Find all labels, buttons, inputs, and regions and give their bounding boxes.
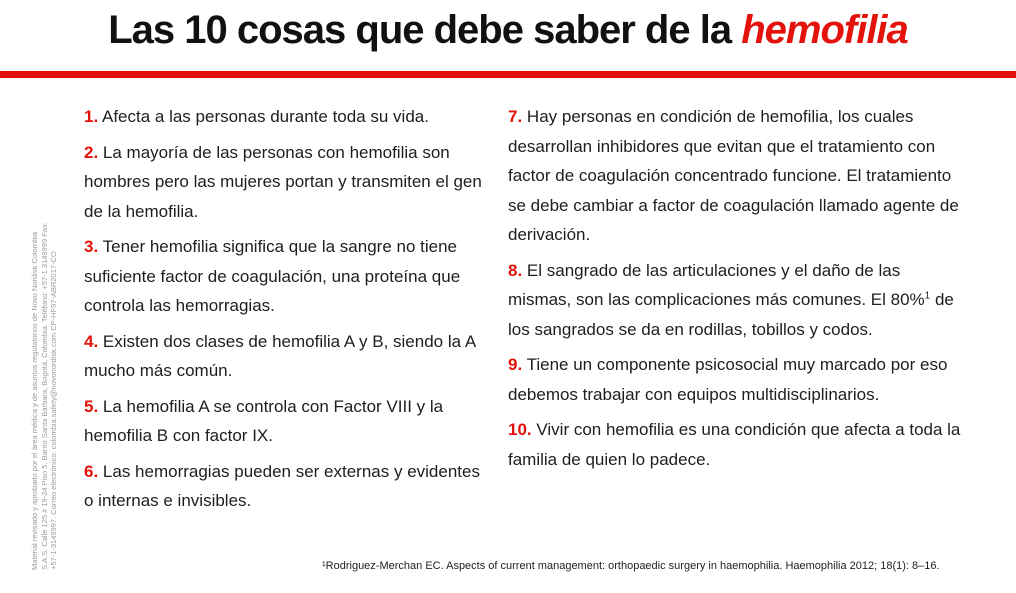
fact-text: Hay personas en condición de hemofilia, los cuales desarrollan inhibidores que evitan que el tratamiento con factor de coagulación concentrado funcione. El tratamiento se debe cambiar a factor de coagulación llamado agente de derivación. bbox=[508, 107, 959, 244]
fact-text: Tener hemofilia significa que la sangre no tiene suficiente factor de coagulación, una proteína que controla las hemorragias. bbox=[84, 237, 461, 315]
fact-text: de los sangrados se da en rodillas, tobillos y codos. bbox=[508, 290, 954, 339]
title-highlight: hemofilia bbox=[741, 8, 908, 52]
fact-number: 8. bbox=[508, 260, 523, 280]
fact-number: 2. bbox=[84, 142, 99, 162]
page-title bbox=[0, 8, 1016, 53]
fact-number: 6. bbox=[84, 461, 99, 481]
fact-number: 3. bbox=[84, 237, 99, 256]
regulatory-note: Material revisado y aprobado por el área médica y de asuntos regulatorios de Novo Nordisk Colombia S.A.S. Calle 125 # 19-24 Piso 5. Barrio Santa Bárbara, Bogotá, Colombia. Teléfono: +57-1 3149999 Fax: +57-1-3149997. Correo electrónico: colombia.safety@novonordisk.com CP-HF97-ABR2017-CO bbox=[30, 222, 58, 570]
fact-text: Vivir con hemofilia es una condición que afecta a toda la familia de quien lo padece. bbox=[508, 420, 961, 469]
fact-item-1 bbox=[84, 102, 484, 132]
fact-number: 7. bbox=[508, 107, 523, 126]
fact-number: 4. bbox=[84, 331, 99, 351]
fact-text: Afecta a las personas durante toda su vida. bbox=[101, 107, 429, 126]
fact-item-4 bbox=[84, 327, 484, 386]
footnote: ¹Rodriguez-Merchan EC. Aspects of current management: orthopaedic surgery in haemophilia. Haemophilia 2012; 18(1): 8–16. bbox=[322, 560, 940, 572]
fact-number: 9. bbox=[508, 355, 523, 374]
fact-text: Las hemorragias pueden ser externas y evidentes o internas e invisibles. bbox=[84, 461, 480, 510]
fact-number: 10. bbox=[508, 420, 532, 439]
right-column bbox=[508, 102, 968, 480]
left-column bbox=[84, 102, 484, 522]
fact-item-9 bbox=[508, 350, 968, 409]
fact-item-6 bbox=[84, 457, 484, 516]
title-prefix: Las 10 cosas que debe saber de la bbox=[108, 8, 742, 52]
fact-text: La hemofilia A se controla con Factor VIII y la hemofilia B con factor IX. bbox=[84, 396, 444, 445]
fact-text: La mayoría de las personas con hemofilia son hombres pero las mujeres portan y transmiten el gen de la hemofilia. bbox=[84, 142, 482, 221]
fact-text: El sangrado de las articulaciones y el daño de las mismas, son las complicaciones más comunes. El 80% bbox=[508, 260, 925, 309]
fact-text: Existen dos clases de hemofilia A y B, siendo la A mucho más común. bbox=[84, 331, 476, 380]
fact-item-5 bbox=[84, 392, 484, 451]
fact-text: Tiene un componente psicosocial muy marcado por eso debemos trabajar con equipos multidisciplinarios. bbox=[508, 355, 948, 404]
fact-number: 5. bbox=[84, 396, 99, 416]
fact-item-2 bbox=[84, 138, 484, 227]
fact-item-7 bbox=[508, 102, 968, 250]
fact-item-8 bbox=[508, 256, 968, 345]
title-divider bbox=[0, 71, 1016, 78]
fact-item-3 bbox=[84, 232, 484, 321]
fact-number: 1. bbox=[84, 107, 99, 126]
fact-item-10 bbox=[508, 415, 968, 474]
footnote-ref: 1 bbox=[924, 290, 931, 302]
